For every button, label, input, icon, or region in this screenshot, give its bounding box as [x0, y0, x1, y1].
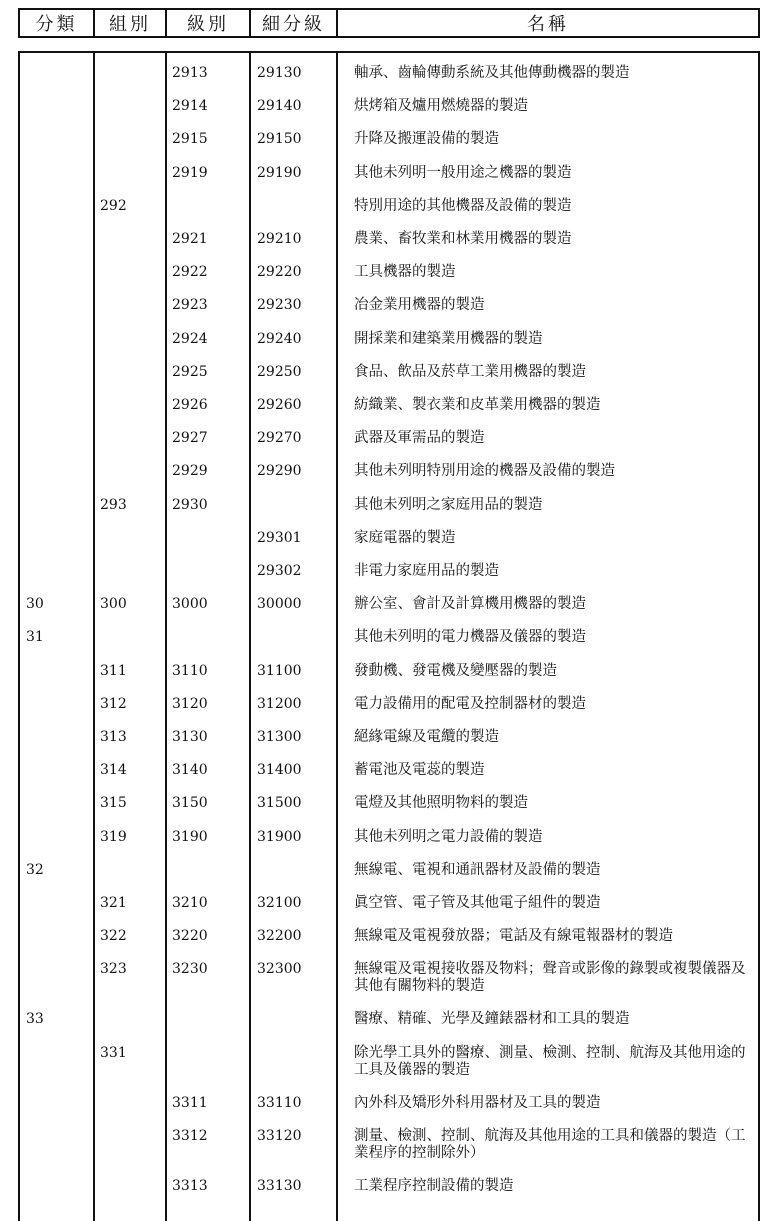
class-code: 3311 [172, 1094, 208, 1111]
industry-name: 眞空管、電子管及其他電子組件的製造 [354, 895, 601, 911]
table-row [20, 1116, 758, 1166]
class-code: 2915 [172, 131, 208, 148]
group-code: 300 [100, 596, 127, 613]
industry-name: 冶金業用機器的製造 [354, 297, 485, 314]
group-code: 323 [100, 961, 127, 978]
subclass-code: 29210 [257, 231, 302, 247]
table-row [20, 252, 758, 285]
industry-name: 工業程序控制設備的製造 [354, 1177, 514, 1194]
class-code: 3220 [172, 928, 208, 945]
class-code: 3313 [172, 1177, 208, 1194]
subclass-code: 33130 [257, 1177, 302, 1194]
subclass-code: 33120 [257, 1127, 302, 1144]
class-code: 2921 [172, 231, 208, 247]
table-row [20, 418, 758, 451]
subclass-code: 29240 [257, 330, 302, 347]
table-row [20, 219, 758, 252]
class-code: 2927 [172, 430, 208, 447]
subclass-code: 29150 [257, 131, 302, 148]
class-code: 2925 [172, 363, 208, 380]
table-row [20, 850, 758, 883]
industry-name: 發動機、發電機及變壓器的製造 [354, 662, 557, 679]
table-row [20, 750, 758, 783]
subclass-code: 29260 [257, 397, 302, 413]
subclass-code: 29230 [257, 297, 302, 314]
group-code: 319 [100, 828, 127, 845]
industry-name: 無線電及電視發放器；電話及有線電報器材的製造 [354, 928, 673, 945]
table-row [20, 352, 758, 385]
group-code: 331 [100, 1044, 127, 1061]
industry-name: 電燈及其他照明物料的製造 [354, 795, 528, 812]
class-code: 2914 [172, 98, 208, 115]
category-code: 32 [26, 861, 44, 878]
group-code: 292 [100, 197, 127, 214]
table-row [20, 883, 758, 916]
table-row [20, 186, 758, 219]
industry-name: 農業、畜牧業和林業用機器的製造 [354, 231, 572, 247]
industry-name: 家庭電器的製造 [354, 529, 456, 546]
industry-name: 蓄電池及電蕊的製造 [354, 762, 485, 779]
subclass-code: 29140 [257, 98, 302, 115]
subclass-code: 32200 [257, 928, 302, 945]
industry-name: 辦公室、會計及計算機用機器的製造 [354, 596, 586, 613]
classification-table [18, 51, 760, 1221]
table-row [20, 584, 758, 617]
table-row [20, 53, 758, 86]
subclass-code: 31100 [257, 662, 302, 679]
class-code: 2930 [172, 496, 208, 513]
industry-name: 軸承、齒輪傳動系統及其他傳動機器的製造 [354, 65, 630, 81]
industry-name: 紡織業、製衣業和皮革業用機器的製造 [354, 397, 601, 413]
group-code: 315 [100, 795, 127, 812]
subclass-code: 31900 [257, 828, 302, 845]
class-code: 2923 [172, 297, 208, 314]
class-code: 3190 [172, 828, 208, 845]
industry-name: 食品、飲品及菸草工業用機器的製造 [354, 363, 586, 380]
class-code: 3130 [172, 729, 208, 745]
subclass-code: 29130 [257, 65, 302, 81]
class-code: 3210 [172, 895, 208, 911]
table-row [20, 783, 758, 816]
table-row [20, 86, 758, 119]
industry-name: 無線電、電視和通訊器材及設備的製造 [354, 861, 601, 878]
subclass-code: 29250 [257, 363, 302, 380]
table-row [20, 385, 758, 418]
table-row [20, 717, 758, 750]
header-class: 級別 [167, 10, 251, 36]
table-row [20, 485, 758, 518]
table-row [20, 684, 758, 717]
table-row [20, 1083, 758, 1116]
subclass-code: 32300 [257, 961, 302, 978]
class-code: 3312 [172, 1127, 208, 1144]
class-code: 3000 [172, 596, 208, 613]
class-code: 3230 [172, 961, 208, 978]
class-code: 3120 [172, 695, 208, 712]
table-header [18, 8, 760, 38]
industry-name: 工具機器的製造 [354, 264, 456, 281]
header-subclass: 細分級 [251, 10, 338, 36]
subclass-code: 31300 [257, 729, 302, 745]
table-row [20, 119, 758, 152]
category-code: 31 [26, 629, 44, 646]
table-row [20, 817, 758, 850]
industry-name: 除光學工具外的醫療、測量、檢測、控制、航海及其他用途的工具及儀器的製造 [354, 1044, 746, 1078]
subclass-code: 29190 [257, 164, 302, 181]
industry-name: 特別用途的其他機器及設備的製造 [354, 197, 572, 214]
table-row [20, 949, 758, 999]
industry-name: 醫療、精確、光學及鐘錶器材和工具的製造 [354, 1011, 630, 1028]
industry-name: 其他未列明之電力設備的製造 [354, 828, 543, 845]
table-row [20, 617, 758, 650]
subclass-code: 33110 [257, 1094, 302, 1111]
table-row [20, 518, 758, 551]
group-code: 321 [100, 895, 127, 911]
industry-name: 升降及搬運設備的製造 [354, 131, 499, 148]
subclass-code: 31500 [257, 795, 302, 812]
industry-name: 其他未列明的電力機器及儀器的製造 [354, 629, 586, 646]
industry-name: 武器及軍需品的製造 [354, 430, 485, 447]
class-code: 2919 [172, 164, 208, 181]
group-code: 313 [100, 729, 127, 745]
table-row [20, 916, 758, 949]
table-row [20, 1166, 758, 1199]
industry-name: 測量、檢測、控制、航海及其他用途的工具和儀器的製造（工業程序的控制除外） [354, 1127, 746, 1161]
industry-name: 非電力家庭用品的製造 [354, 563, 499, 579]
group-code: 293 [100, 496, 127, 513]
table-row [20, 451, 758, 484]
subclass-code: 31400 [257, 762, 302, 779]
table-row [20, 319, 758, 352]
industry-name: 電力設備用的配電及控制器材的製造 [354, 695, 586, 712]
subclass-code: 29290 [257, 463, 302, 480]
group-code: 314 [100, 762, 127, 779]
class-code: 2913 [172, 65, 208, 81]
table-row [20, 153, 758, 186]
group-code: 311 [100, 662, 127, 679]
table-row [20, 999, 758, 1032]
class-code: 2929 [172, 463, 208, 480]
industry-name: 其他未列明特別用途的機器及設備的製造 [354, 463, 615, 480]
group-code: 322 [100, 928, 127, 945]
industry-name: 開採業和建築業用機器的製造 [354, 330, 543, 347]
subclass-code: 32100 [257, 895, 302, 911]
category-code: 30 [26, 596, 44, 613]
subclass-code: 29302 [257, 563, 302, 579]
class-code: 3150 [172, 795, 208, 812]
class-code: 2924 [172, 330, 208, 347]
table-row [20, 1033, 758, 1083]
industry-name: 無線電及電視接收器及物料；聲音或影像的錄製或複製儀器及其他有關物料的製造 [354, 961, 746, 995]
table-row [20, 651, 758, 684]
subclass-code: 31200 [257, 695, 302, 712]
class-code: 3110 [172, 662, 208, 679]
header-category: 分類 [20, 10, 95, 36]
industry-name: 絕緣電線及電纜的製造 [354, 729, 499, 745]
industry-name: 其他未列明之家庭用品的製造 [354, 496, 543, 513]
header-group: 組別 [95, 10, 167, 36]
subclass-code: 29270 [257, 430, 302, 447]
group-code: 312 [100, 695, 127, 712]
table-row [20, 285, 758, 318]
subclass-code: 29301 [257, 529, 302, 546]
class-code: 3140 [172, 762, 208, 779]
industry-name: 烘烤箱及爐用燃燒器的製造 [354, 98, 528, 115]
industry-name: 內外科及矯形外科用器材及工具的製造 [354, 1094, 601, 1111]
category-code: 33 [26, 1011, 44, 1028]
subclass-code: 29220 [257, 264, 302, 281]
header-name: 名稱 [527, 14, 569, 35]
table-row [20, 551, 758, 584]
class-code: 2922 [172, 264, 208, 281]
industry-name: 其他未列明一般用途之機器的製造 [354, 164, 572, 181]
class-code: 2926 [172, 397, 208, 413]
subclass-code: 30000 [257, 596, 302, 613]
